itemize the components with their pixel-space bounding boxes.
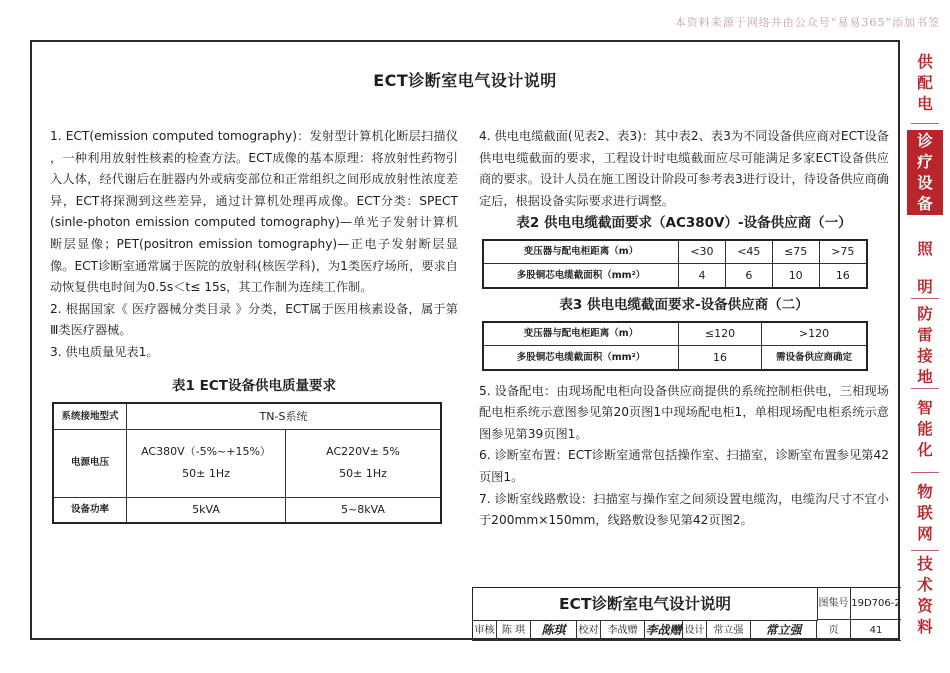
table-row bbox=[483, 322, 867, 346]
paragraph-2: 2. 根据国家《 医疗器械分类目录 》分类，ECT属于医用核素设备，属于第Ⅲ类医疗器械。 bbox=[50, 301, 458, 338]
table3-cell: 需设备供应商确定 bbox=[762, 346, 868, 370]
watermark: 本资料来源于网络并由公众号“易易365”添加书签 bbox=[674, 16, 940, 29]
table1-r2b-l2: 50± 1Hz bbox=[339, 467, 387, 481]
table1 bbox=[52, 402, 442, 524]
tab-divider bbox=[911, 298, 939, 299]
paragraph-7: 7. 诊断室线路敷设：扫描室与操作室之间须设置电缆沟，电缆沟尺寸不宜小于200mm×150mm，线路敷设参见第42页图2。 bbox=[479, 491, 889, 528]
table2-cell: 10 bbox=[772, 264, 819, 288]
atlas-number: 19D706-2 bbox=[851, 588, 901, 620]
paragraph-3: 3. 供电质量见表1。 bbox=[50, 344, 159, 359]
table2-cell: >75 bbox=[819, 240, 867, 264]
checker-name: 李战赠 bbox=[601, 620, 645, 641]
tab-power-supply[interactable]: 供 配 电 bbox=[917, 53, 933, 113]
tab-technical-data[interactable]: 技 术 资 料 bbox=[917, 555, 933, 636]
table2-cell: ≤75 bbox=[772, 240, 819, 264]
table1-r3b: 5~8kVA bbox=[286, 497, 442, 523]
atlas-label: 图集号 bbox=[817, 588, 851, 620]
designer-name: 常立强 bbox=[707, 620, 751, 641]
table3-row2-label: 多股铜芯电缆截面积（mm²） bbox=[483, 346, 679, 370]
right-column bbox=[479, 126, 889, 532]
table-row bbox=[483, 264, 867, 288]
title-block-title: ECT诊断室电气设计说明 bbox=[473, 588, 818, 621]
table1-row3-label: 设备功率 bbox=[53, 497, 127, 523]
table3-caption: 表3 供电电缆截面要求-设备供应商（二） bbox=[559, 296, 809, 313]
tab-medical-equipment[interactable]: 诊 疗 设 备 bbox=[907, 130, 943, 215]
table-row bbox=[53, 403, 441, 429]
table2-cell: 4 bbox=[679, 264, 726, 288]
paragraph-5: 5. 设备配电：由现场配电柜向设备供应商提供的系统控制柜供电，三相现场配电柜系统示意图参见第20页图1中现场配电柜1，单相现场配电柜系统示意图参见第39页图1。 bbox=[479, 383, 889, 441]
table3 bbox=[482, 321, 868, 371]
title-block bbox=[472, 587, 901, 641]
table1-r2a-l2: 50± 1Hz bbox=[182, 467, 230, 481]
table2-row2-label: 多股铜芯电缆截面积（mm²） bbox=[483, 264, 679, 288]
table2 bbox=[482, 239, 868, 289]
table1-r2b-l1: AC220V± 5% bbox=[326, 445, 400, 459]
reviewer-name: 陈 琪 bbox=[497, 620, 531, 641]
tab-intelligent[interactable]: 智 能 化 bbox=[917, 399, 933, 459]
table2-cell: 16 bbox=[819, 264, 867, 288]
paragraph-4: 4. 供电电缆截面(见表2、表3)：其中表2、表3为不同设备供应商对ECT设备供电电缆截面的要求，工程设计时电缆截面应尽可能满足多家ECT设备供应商的要求。设计人员在施工图设计阶段可参考表3进行设计，待设备供应商确定后，根据设备实际要求进行调整。 bbox=[479, 129, 889, 208]
checker-signature: 李战赠 bbox=[645, 620, 683, 641]
page-label: 页 bbox=[817, 620, 851, 641]
table-row bbox=[53, 497, 441, 523]
tab-iot[interactable]: 物 联 网 bbox=[917, 483, 933, 543]
table3-cell: ≤120 bbox=[679, 322, 762, 346]
table3-cell: 16 bbox=[679, 346, 762, 370]
tab-divider bbox=[911, 472, 939, 473]
left-column bbox=[50, 126, 458, 524]
table1-r2a-l1: AC380V（-5%~+15%） bbox=[141, 445, 271, 459]
table-row bbox=[483, 240, 867, 264]
tab-divider bbox=[911, 550, 939, 551]
table-row bbox=[53, 429, 441, 497]
reviewer-signature: 陈琪 bbox=[531, 620, 577, 641]
table2-cell: <45 bbox=[725, 240, 772, 264]
table1-cell bbox=[286, 429, 442, 497]
tab-divider bbox=[911, 388, 939, 389]
table1-row1-value: TN-S系统 bbox=[127, 403, 442, 429]
table-row bbox=[483, 346, 867, 370]
page-number: 41 bbox=[851, 620, 901, 641]
review-label: 审核 bbox=[473, 620, 497, 641]
table3-cell: >120 bbox=[762, 322, 868, 346]
drawing-frame bbox=[30, 40, 900, 640]
table2-cell: <30 bbox=[679, 240, 726, 264]
table1-r3a: 5kVA bbox=[127, 497, 286, 523]
category-sidebar bbox=[907, 40, 943, 640]
check-label: 校对 bbox=[577, 620, 601, 641]
tab-lightning-grounding[interactable]: 防 雷 接 地 bbox=[917, 305, 933, 386]
table3-row1-label: 变压器与配电柜距离（m） bbox=[483, 322, 679, 346]
paragraph-6: 6. 诊断室布置：ECT诊断室通常包括操作室、扫描室，诊断室布置参见第42页图1。 bbox=[479, 448, 889, 484]
tab-lighting[interactable]: 照 明 bbox=[917, 240, 933, 296]
table1-row2-label: 电源电压 bbox=[53, 429, 127, 497]
table1-cell bbox=[127, 429, 286, 497]
table2-caption: 表2 供电电缆截面要求（AC380V）-设备供应商（一） bbox=[516, 215, 852, 232]
page-title: ECT诊断室电气设计说明 bbox=[373, 71, 557, 90]
tab-divider bbox=[911, 123, 939, 124]
designer-signature: 常立强 bbox=[751, 620, 817, 641]
right-notes bbox=[479, 381, 889, 532]
paragraph-1: 1. ECT(emission computed tomography)：发射型计算机化断层扫描仪 ，一种利用放射性核素的检查方法。ECT成像的基本原理：将放射性药物引入人体，经代谢后在脏器内外或病变部位和正常组织之间形成放射性浓度差异，ECT将探测到这些差异，通过计算机处理再成像。ECT分类：SPECT (sinle-photon emission computed tomography)—单光子发射计算机断层显像；PET(positron emission tomography)—正电子发射断层显像。ECT诊断室通常属于医院的放射科(核医学科)，为1类医疗场所，要求自动恢复供电时间为0.5s＜t≤ 15s，其工作制为连续工作制。 bbox=[50, 129, 458, 295]
table1-row1-label: 系统接地型式 bbox=[53, 403, 127, 429]
table2-cell: 6 bbox=[725, 264, 772, 288]
table1-caption: 表1 ECT设备供电质量要求 bbox=[172, 377, 336, 394]
table2-row1-label: 变压器与配电柜距离（m） bbox=[483, 240, 679, 264]
design-label: 设计 bbox=[683, 620, 707, 641]
